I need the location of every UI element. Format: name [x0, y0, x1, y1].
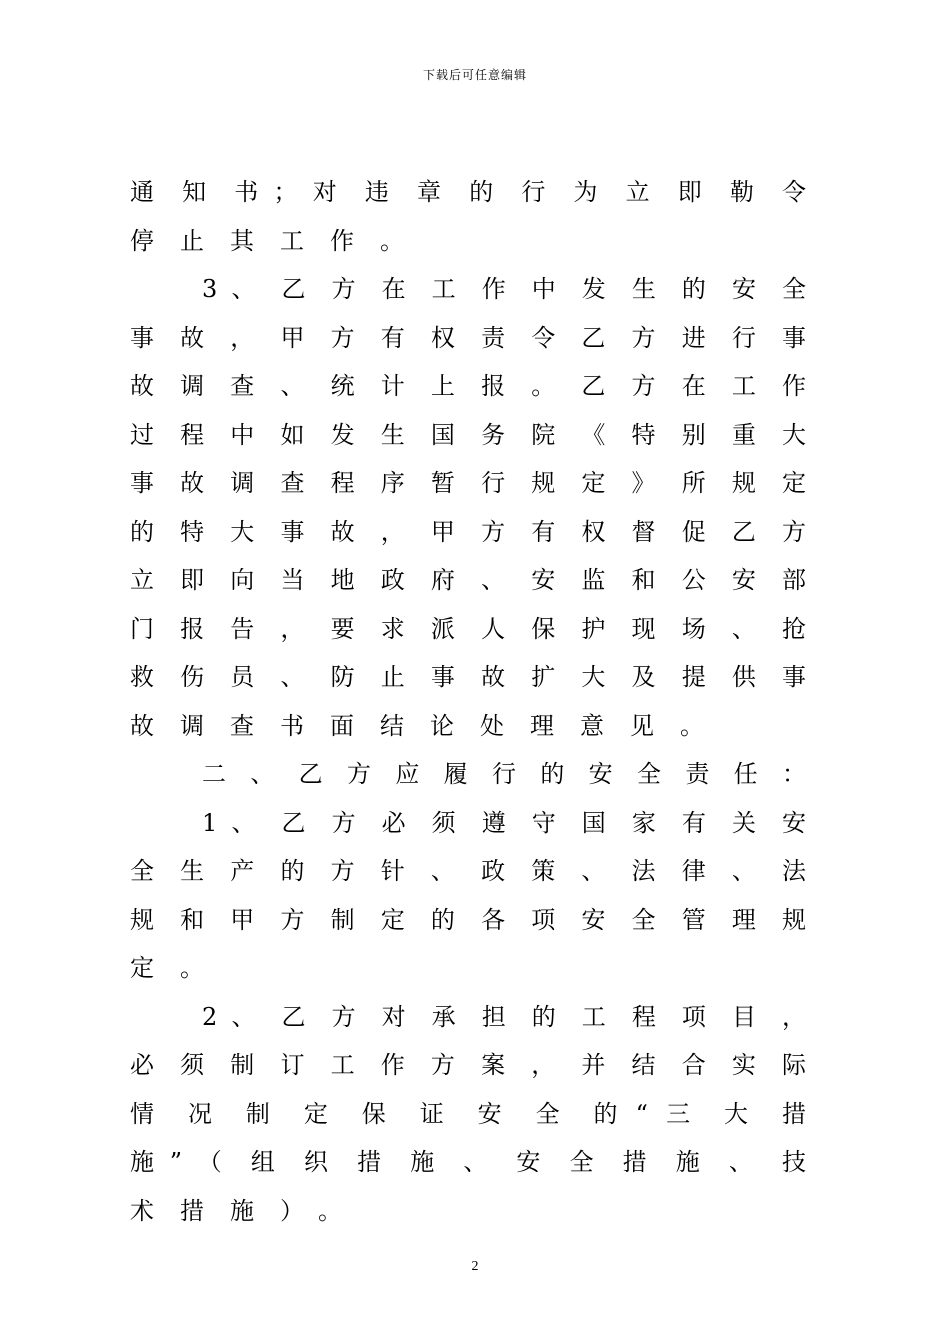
- text-line: 门 报 告 ， 要 求 派 人 保 护 现 场 、 抢: [130, 614, 806, 643]
- text-line: 规 和 甲 方 制 定 的 各 项 安 全 管 理 规: [130, 905, 806, 934]
- text-line: 2 、 乙 方 对 承 担 的 工 程 项 目 ，: [202, 1002, 806, 1031]
- text-line: 停止其工作。: [130, 226, 430, 255]
- page-header: 下载后可任意编辑: [422, 68, 527, 82]
- text-line: 必 须 制 订 工 作 方 案 ， 并 结 合 实 际: [130, 1051, 806, 1079]
- text-line: 全 生 产 的 方 针 、 政 策 、 法 律 、 法: [130, 857, 806, 885]
- text-line: 救 伤 员 、 防 止 事 故 扩 大 及 提 供 事: [130, 663, 806, 691]
- text-line: 3 、 乙 方 在 工 作 中 发 生 的 安 全: [202, 275, 806, 303]
- text-line: 过 程 中 如 发 生 国 务 院 《 特 别 重 大: [130, 420, 806, 449]
- text-line: 施 ” （ 组 织 措 施 、 安 全 措 施 、 技: [130, 1148, 806, 1176]
- text-line: 通 知 书 ； 对 违 章 的 行 为 立 即 勒 令: [130, 178, 806, 206]
- text-line: 的 特 大 事 故 ， 甲 方 有 权 督 促 乙 方: [130, 517, 806, 546]
- document-body: [130, 168, 806, 1235]
- text-line: 故 调 查 、 统 计 上 报 。 乙 方 在 工 作: [130, 372, 806, 400]
- text-line: 情 况 制 定 保 证 安 全 的 “ 三 大 措: [130, 1099, 806, 1128]
- text-line: 事 故 调 查 程 序 暂 行 规 定 》 所 规 定: [130, 469, 806, 497]
- text-line: 1 、 乙 方 必 须 遵 守 国 家 有 关 安: [202, 808, 806, 837]
- text-line: 定。: [130, 954, 230, 982]
- text-line: 事 故 ， 甲 方 有 权 责 令 乙 方 进 行 事: [130, 323, 806, 352]
- text-line: 术措施）。: [130, 1196, 368, 1225]
- section-heading: 二 、 乙 方 应 履 行 的 安 全 责 任 ：: [202, 760, 806, 788]
- text-line: 故调查书面结论处理意见。: [130, 711, 730, 740]
- text-line: 立 即 向 当 地 政 府 、 安 监 和 公 安 部: [130, 566, 806, 594]
- page-number: 2: [471, 1259, 479, 1274]
